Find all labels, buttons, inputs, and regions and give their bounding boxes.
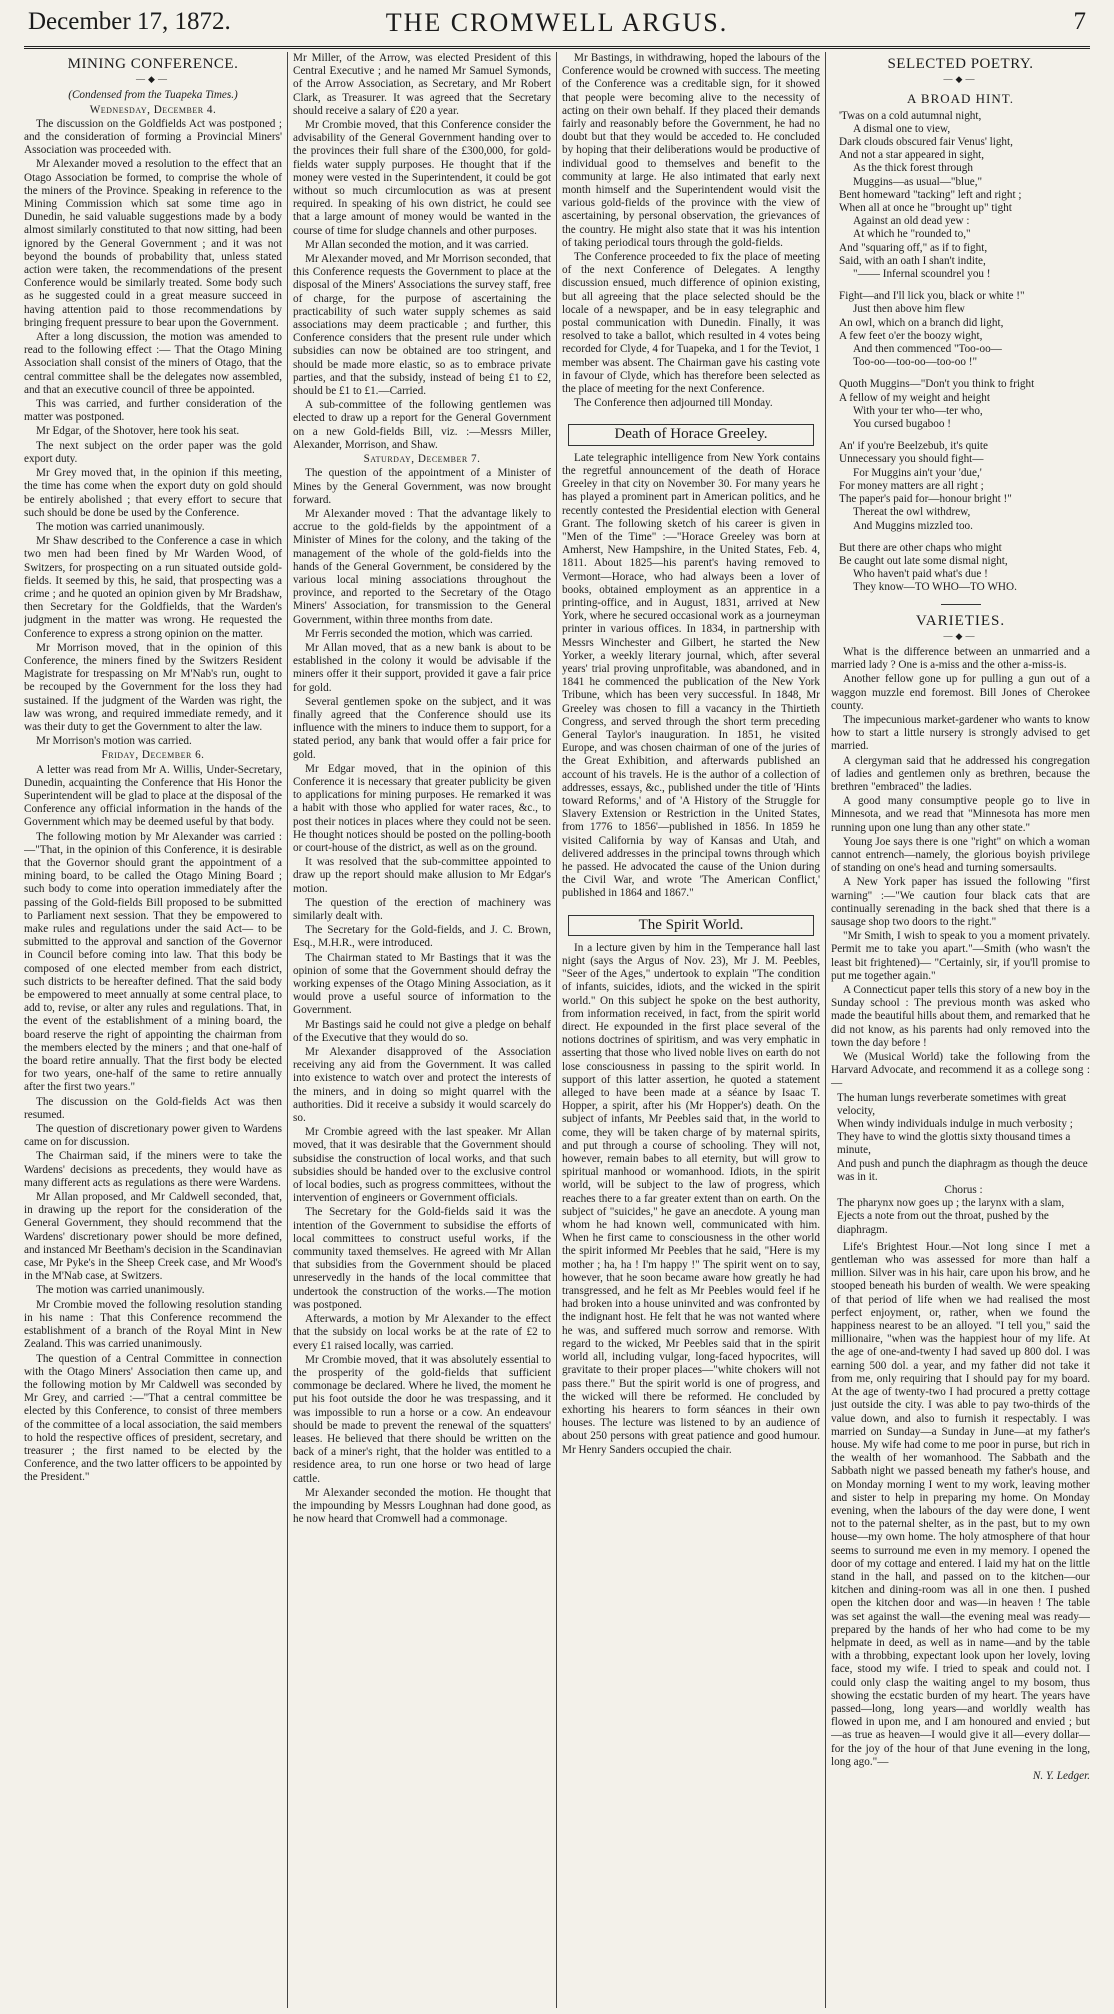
poem-line: Unnecessary you should fight— xyxy=(839,453,984,466)
poem-line: "—— Infernal scoundrel you ! xyxy=(853,268,991,281)
paragraph: The question of the erection of machinery was similarly dealt with. xyxy=(293,896,551,922)
paragraph: Mr Bastings, in withdrawing, hoped the labours of the Conference would be crowned with success. The meeting of the Conference was a creditable sign, for it showed that people were becoming alive to the necessity of acting on their own behalf. If they placed their demands fairly and reasonably before the Government, he had no doubt but that they would be acceded to. He concluded by hoping that their deliberations would be productive of individual good to themselves and benefit to the community at large. He also intimated that early next month himself and the Superintendent would visit the various gold-fields of the province with the view of ascertaining, by personal observation, the grievances of the country. He might also state that it was his intention of taking periodical tours through the gold-fields. xyxy=(562,52,820,249)
paragraph: The question of a Central Committee in connection with the Otago Miners' Association then came up, and the following motion by Mr Caldwell was seconded by Mr Grey, and carried :—"That a central committee be elected by this Conference, to consist of three members of the committee of a local association, the said members to hold the respective offices of president, secretary, and treasurer ; the first named to be elected by the Conference, and the two latter officers to be appointed by the President." xyxy=(24,1352,282,1484)
poem-line: At which he "rounded to," xyxy=(853,228,971,241)
poem-line: When all at once he "brought up" tight xyxy=(839,202,1012,215)
paragraph: Mr Alexander disapproved of the Association receiving any aid from the Government. It was called into existence to watch over and protect the interests of the miners, and in doing so might quarrel with the authorities. Did it receive a subsidy it would scarcely do so. xyxy=(293,1046,551,1125)
college-song xyxy=(837,1092,1090,1237)
paragraph: Life's Brightest Hour.—Not long since I met a gentleman who was assessed for more than half a million. Silver was in his hair, care upon his brow, and he stooped beneath his burden of wealth. We were speaking of that period of life when we had realised the most perfect enjoyment, or, rather, when we found the happiness nearest to be an alloyed. "I tell you," said the millionaire, "when was the happiest hour of my life. At the age of one-and-twenty I had saved up 800 dol. I was earning 500 dol. a year, and my father did not take it from me, only requiring that I should pay for my board. At the age of twenty-two I had procured a pretty cottage just outside the city. I was able to pay two-thirds of the value down, and also to furnish it respectably. I was married on Sunday—a Sunday in June—at my father's house. My wife had come to me poor in purse, but rich in the wealth of her womanhood. The Sabbath and the Sabbath night we passed beneath my father's house, and on Monday morning I went to my work, leaving mother and sister to help in preparing my home. On Monday evening, when the labours of the day were done, I went not to the paternal shelter, as in the past, but to my own house—my own home. The holy atmosphere of that hour seems to surround me even in my memory. I opened the door of my cottage and entered. I laid my hat on the little stand in the hall, and passed on to the kitchen—our kitchen and dining-room was all in one then. I pushed open the kitchen door and was—in heaven ! The table was set against the wall—the evening meal was ready—prepared by the hands of her who had come to be my helpmate in deed, as well as in name—and by the table with a throbbing, expectant look upon her lovely, loving face, stood my wife. I tried to speak and could not. I could only clasp the waiting angel to my bosom, thus showing the ecstatic burden of my heart. The years have passed—long, long years—and worldly wealth has flowed in upon me, and I am honoured and envied ; but—as true as heaven—I would give it all—every dollar—for the joy of the hour of that June evening in the long, long ago."— xyxy=(831,1240,1090,1768)
poem-stanza xyxy=(839,542,1090,595)
poem-line: And not a star appeared in sight, xyxy=(839,149,985,162)
mining-source: (Condensed from the Tuapeka Times.) xyxy=(68,89,238,102)
column-1 xyxy=(24,52,282,2008)
paragraph: Mr Crombie moved, that it was absolutely essential to the prosperity of the gold-fields that sufficient commonage be declared. Where he lived, the moment he put his foot outside the door he was trespassing, and it was impossible to run a horse or a cow. An endeavour should be made to prevent the renewal of the squatters' leases. He believed that there should be written on the back of a miner's right, that the holder was entitled to a residence area, to run one horse or two head of large cattle. xyxy=(293,1353,551,1485)
paragraph: The question of the appointment of a Minister of Mines by the General Government, was now brought forward. xyxy=(293,467,551,506)
paragraph: The Secretary for the Gold-fields, and J. C. Brown, Esq., M.H.R., were introduced. xyxy=(293,924,551,950)
divider xyxy=(941,604,981,605)
paragraph: The question of discretionary power given to Wardens came on for discussion. xyxy=(24,1123,282,1149)
paragraph: The discussion on the Goldfields Act was postponed ; and the consideration of forming a Provincial Miners' Association was proceeded with. xyxy=(24,117,282,157)
poem-line: 'Twas on a cold autumnal night, xyxy=(839,109,982,122)
poem xyxy=(831,110,1090,595)
paragraph: "Mr Smith, I wish to speak to you a moment privately. Permit me to take you apart."—Smith (who wasn't the least bit frightened)— "Certainly, sir, if you'll promise to put me together again." xyxy=(831,930,1090,982)
column-rule xyxy=(825,52,826,2008)
song-line: The human lungs reverberate sometimes with great velocity, xyxy=(837,1091,1067,1117)
paragraph: It was resolved that the sub-committee appointed to draw up the report should make allusion to Mr Edgar's motion. xyxy=(293,856,551,895)
poem-line: You cursed bugaboo ! xyxy=(853,418,951,431)
song-line: And push and punch the diaphragm as though the deuce was in it. xyxy=(837,1157,1088,1183)
dateline-saturday: Saturday, December 7. xyxy=(363,453,481,466)
poem-line: Bent homeward "tacking" left and right ; xyxy=(839,188,1022,201)
poem-line: Dark clouds obscured fair Venus' light, xyxy=(839,136,1013,149)
paragraph: Mr Miller, of the Arrow, was elected President of this Central Executive ; and he named Mr Samuel Symonds, of the Arrow Association, as Secretary, and Mr Robert Clark, as Treasurer. It was agreed that the Secretary should receive a salary of £20 a year. xyxy=(293,52,551,117)
source-credit: N. Y. Ledger. xyxy=(1032,1769,1090,1782)
poem-line: Said, with an oath I shan't indite, xyxy=(839,254,986,267)
paragraph: Afterwards, a motion by Mr Alexander to the effect that the subsidy on local works be at the rate of £2 to every £1 raised locally, was carried. xyxy=(293,1313,551,1352)
paragraph: The discussion on the Gold-fields Act was then resumed. xyxy=(24,1095,282,1121)
paragraph: Several gentlemen spoke on the subject, and it was finally agreed that the Conference should use its influence with the miners to induce them to support, for a stated period, any bank that would offer a fair price for gold. xyxy=(293,695,551,761)
poem-stanza xyxy=(839,110,1090,282)
paragraph: This was carried, and further consideration of the matter was postponed. xyxy=(24,398,282,424)
poem-line: But there are other chaps who might xyxy=(839,541,1002,554)
paragraph: Mr Morrison moved, that in the opinion of this Conference, the miners fined by the Switzers Resident Magistrate for trespassing on Mr M'Nab's run, ought to be recouped by the Government for the loss they had sustained. If the judgment of the Warden was right, the law was wrong, and required immediate remedy, and it was their duty to get the Government to alter the law. xyxy=(24,641,282,733)
greeley-heading: Death of Horace Greeley. xyxy=(568,424,814,445)
poem-line: A dismal one to view, xyxy=(853,122,951,135)
paragraph: We (Musical World) take the following from the Harvard Advocate, and recommend it as a college song :— xyxy=(831,1051,1090,1090)
poem-line: And "squaring off," as if to fight, xyxy=(839,241,988,254)
poem-line: And Muggins mizzled too. xyxy=(853,519,973,532)
column-3 xyxy=(562,52,820,2008)
paragraph: The motion was carried unanimously. xyxy=(36,520,205,533)
paragraph: A letter was read from Mr A. Willis, Under-Secretary, Dunedin, acquainting the Conference that His Honor the Superintendent will be glad to place at the disposal of the Conference any official information in the hands of the Government which may be deemed useful by that body. xyxy=(24,763,282,829)
song-line: Ejects a note from out the throat, pushed by the diaphragm. xyxy=(837,1210,1049,1236)
poetry-heading: SELECTED POETRY. xyxy=(887,56,1034,72)
dateline-wednesday: Wednesday, December 4. xyxy=(89,103,217,116)
newspaper-title: THE CROMWELL ARGUS. xyxy=(385,8,729,37)
poem-line: A few feet o'er the boozy wight, xyxy=(839,329,983,342)
paragraph: Mr Ferris seconded the motion, which was carried. xyxy=(305,627,533,640)
dateline-friday: Friday, December 6. xyxy=(101,749,205,762)
paragraph: The following motion by Mr Alexander was carried :—"That, in the opinion of this Conference, it is desirable that the Governor should grant the appointment of a mining board, to be called the Otago Mining Board ; such body to come into operation immediately after the passing of the Gold-fields Bill proposed to be submitted to Parliament next session. That they be empowered to make rules and regulations under the said Act— to be submitted to the approval and sanction of the Governor in Council before coming into law. That this body be composed of one elected member from each district, such districts to be hereafter defined. That the said body be empowered to meet annually at some central place, to add to, revise, or alter any rules and regulations. That, in the event of the establishment of a mining board, the board reserve the right of appointing the chairman from the members elected by the miners ; and that one-half of the board retire annually. That the first body be elected for two years, one-half of the same to retire annually after the first two years." xyxy=(24,830,282,1094)
paragraph: The Conference proceeded to fix the place of meeting of the next Conference of Delegates. A lengthy discussion ensued, much difference of opinion existing, but all agreeing that the place selected should be the locale of a newspaper, and be in easy telegraphic and postal communication with Dunedin. Finally, it was resolved to take a ballot, which resulted in 4 votes being recorded for Clyde, 4 for Tuapeka, and 1 for the Teviot, 1 member was absent. The Chairman gave his casting vote in favour of Clyde, which has therefore been selected as the place of meeting for the next Conference. xyxy=(562,251,820,396)
paragraph: What is the difference between an unmarried and a married lady ? One is a-miss and the other a-miss-is. xyxy=(831,645,1090,672)
ornament-divider: —◆— xyxy=(943,630,978,641)
ornament-divider: —◆— xyxy=(943,74,978,85)
paragraph: Mr Crombie moved, that this Conference consider the advisability of the General Government handing over to the provinces their full share of the £300,000, for gold-fields water supply purposes. He thought that if the money were vested in the Superintendent, it could be got without so much circumlocution as was at present required. In speaking of his own district, he could see that a large amount of money would be wanted in the course of time for sludge channels and other purposes. xyxy=(293,119,551,237)
poem-line: Just then above him flew xyxy=(853,303,965,316)
column-2 xyxy=(293,52,551,2008)
poem-line: For Muggins ain't your 'due,' xyxy=(853,466,982,479)
paragraph: A good many consumptive people go to live in Minnesota, and we read that "Minnesota has more men running upon one lung than any other state." xyxy=(831,795,1090,834)
paragraph: Mr Allan seconded the motion, and it was carried. xyxy=(305,238,529,251)
poem-stanza xyxy=(839,290,1090,369)
paragraph: Mr Morrison's motion was carried. xyxy=(36,735,192,748)
paragraph: Mr Alexander moved : That the advantage likely to accrue to the gold-fields by the appointment of a Minister of Mines for the colony, and the taking of the management of the whole of the gold-fields into the hands of the General Government, be considered by the various local mining associations throughout the province, and reported to the Secretary of the Otago Miners' Association, for transmission to the General Government, within three months from date. xyxy=(293,507,551,626)
poem-line: Fight—and I'll lick you, black or white !" xyxy=(839,290,1025,303)
paragraph: Mr Alexander moved, and Mr Morrison seconded, that this Conference requests the Government to place at the disposal of the Miners' Associations the survey staff, free of charge, for the purpose of ascertaining the practicability of such water supply schemes as said associations may deem practicable ; and further, this Conference considers that the present rule under which subsidies can now be obtained are too stringent, and should be made more elastic, so as to embrace private parties, and that the subsidy, instead of being £1 to £2, should be £1 to £1.—Carried. xyxy=(293,253,551,398)
poem-line: Quoth Muggins—"Don't you think to fright xyxy=(839,378,1035,391)
paragraph: Mr Bastings said he could not give a pledge on behalf of the Executive that they would do so. xyxy=(293,1018,551,1044)
ornament-divider: —◆— xyxy=(136,74,170,85)
paragraph: The impecunious market-gardener who wants to know how to start a little nursery is strongly advised to get married. xyxy=(831,713,1090,753)
paragraph: The next subject on the order paper was the gold export duty. xyxy=(24,439,282,465)
poem-line: Against an old dead yew : xyxy=(853,215,970,228)
masthead xyxy=(24,6,1090,49)
paragraph: A clergyman said that he addressed his congregation of ladies and gentlemen only as brethren, because the brethren "embraced" the ladies. xyxy=(831,754,1090,793)
paragraph: A Connecticut paper tells this story of a new boy in the Sunday school : The previous month was asked who made the beautiful hills about them, and remarked that he did not know, as his parents had only removed into the town the day before ! xyxy=(831,984,1090,1049)
paragraph: The Conference then adjourned till Monday. xyxy=(574,397,773,410)
poem-line: Too-oo—too-oo—too-oo !" xyxy=(853,356,978,369)
paragraph: The Chairman stated to Mr Bastings that it was the opinion of some that the Government should defray the working expenses of the Otago Mining Association, as it would prove a useful source of information to the Government. xyxy=(293,951,551,1017)
paragraph: The Chairman said, if the miners were to take the Wardens' decisions as precedents, they would have as many different acts as regulations as there were Wardens. xyxy=(24,1150,282,1189)
paragraph: Mr Allan moved, that as a new bank is about to be established in the colony it would be advisable if the miners offer it their support, provided it gave a fair price for gold. xyxy=(293,641,551,694)
poem-line: Thereat the owl withdrew, xyxy=(853,506,971,519)
column-rule xyxy=(556,52,557,2008)
paragraph: Young Joe says there is one "right" on which a woman cannot entrench—namely, the glorious boyish privilege of standing on one's head and turning somersaults. xyxy=(831,835,1090,875)
varieties-heading: VARIETIES. xyxy=(915,612,1006,629)
paragraph: The Secretary for the Gold-fields said it was the intention of the Government to subsidise the efforts of local committees to construct useful works, if the community taxed themselves. He agreed with Mr Allan that subsidies from the Government should be placed unreservedly in the hands of the local committee that undertook the construction of the works.—The motion was postponed. xyxy=(293,1206,551,1311)
chorus-label: Chorus : xyxy=(944,1184,983,1197)
column-4 xyxy=(831,52,1090,2008)
paragraph: Mr Crombie moved the following resolution standing in his name : That this Conference recommend the establishment of a branch of the Royal Mint in New Zealand. This was carried unanimously. xyxy=(24,1298,282,1351)
spirit-world-heading: The Spirit World. xyxy=(568,915,814,936)
paragraph: In a lecture given by him in the Temperance hall last night (says the Argus of Nov. 23), Mr J. M. Peebles, "Seer of the Ages," undertook to explain "The condition of infants, suicides, idiots, and the wicked in the spirit world." On this subject he spoke on the best authority, from information received, in fact, from the spirit world direct. He expounded in the first place several of the notions doctrines of spiritism, and was very emphatic in asserting that those who lived noble lives on earth do not lose consciousness in passing to the spirit world. In support of this latter assertion, he quoted a statement alleged to have been made at a séance by Isaac T. Hopper, a spirit, after his (Mr Hopper's) death. On the subject of infants, Mr Peebles said that, in the world to come, they will be taken charge of by maternal spirits, and put through a course of schooling. They will not, however, remain babes to all eternity, but will grow to spiritual manhood or womanhood. Idiots, in the spirit world, will be subject to the law of progress, which reaches there to a far greater extent than on earth. On the subject of "suicides," he gave an anecdote. A young man whom he had known well, communicated with him. When he first came to consciousness in the other world the spirit informed Mr Peebles that he said, "Here is my mother ; ha, ha ! I'm happy !" The spirit went on to say, however, that he soon became aware how greatly he had transgressed, and he felt as Mr Peebles would feel if he had broken into a house uninvited and was confronted by the indignant host. He felt that he was not wanted where he was, and suffered much sorrow and remorse. With regard to the wicked, Mr Peebles said that in the spirit world all, including vulgar, long-faced hypocrites, will gravitate to their proper places—"white chokers will not pass there." But the spirit world is one of progress, and the wicked will there be reformed. He concluded by exhorting his hearers to form séances in their own houses. The lecture was listened to by an audience of about 250 persons with great patience and good humour. Mr Henry Sanders occupied the chair. xyxy=(562,941,820,1456)
paragraph: Mr Shaw described to the Conference a case in which two men had been fined by Mr Warden Wood, of Switzers, for prospecting on a run situated outside gold-fields. It seemed by this, he said, that prospecting was a crime ; and he quoted an opinion given by Mr Bradshaw, then Secretary for the Goldfields, that the Warden's judgment in the matter was wrong. He requested the Conference to express a strong opinion on the matter. xyxy=(24,535,282,640)
issue-date: December 17, 1872. xyxy=(28,8,231,35)
poem-line: With your ter who—ter who, xyxy=(853,404,983,417)
poem-line: Who haven't paid what's due ! xyxy=(853,568,988,581)
song-line: When windy individuals indulge in much verbosity ; xyxy=(837,1118,1073,1131)
paragraph: A New York paper has issued the following "first warning" :—"We caution four black cats that are continually serenading in the back shed that there is a sausage shop two doors to the right." xyxy=(831,876,1090,928)
poem-line: As the thick forest through xyxy=(853,162,973,175)
page-number: 7 xyxy=(1073,8,1086,35)
paragraph: Mr Grey moved that, in the opinion if this meeting, the time has come when the export duty on gold should be entirely abolished ; that every effort to secure that such should be done be used by the Conference. xyxy=(24,467,282,519)
paragraph: Mr Crombie agreed with the last speaker. Mr Allan moved, that it was desirable that the Government should subsidise the construction of local works, and that such subsidies should be handed over to the exclusive control of local bodies, such as progress committees, without the intervention of engineers or Government officials. xyxy=(293,1126,551,1205)
song-line: The pharynx now goes up ; the larynx with a slam, xyxy=(837,1197,1065,1210)
column-rule xyxy=(287,52,288,2008)
poem-title: A BROAD HINT. xyxy=(906,91,1014,107)
paragraph: Mr Alexander moved a resolution to the effect that an Otago Association be formed, to comprise the whole of the miners of the Province. Speaking in reference to the Mining Commission which sat some time ago in Dunedin, he said valuable suggestions made by a body almost similarly constituted to that now sitting, had been ignored by the General Government ; and it was not beyond the bounds of probability that, unless stated action were taken, the recommendations of the present Conference would be similarly treated. Some body such as he suggested could in a great measure succeed in having attention paid to those recommendations by bringing frequent pressure to bear upon the Government. xyxy=(24,158,282,329)
paragraph: The motion was carried unanimously. xyxy=(36,1284,205,1297)
poem-line: A fellow of my weight and height xyxy=(839,391,991,404)
poem-stanza xyxy=(839,440,1090,532)
poem-line: And then commenced "Too-oo— xyxy=(853,343,1002,356)
poem-line: An' if you're Beelzebub, it's quite xyxy=(839,440,988,453)
paragraph: Mr Allan proposed, and Mr Caldwell seconded, that, in drawing up the report for the consideration of the General Government, they should recommend that the Wardens' discretionary power should be more defined, and instanced Mr Beetham's decision in the Scandinavian case, Mr Pyke's in the Sheep Creek case, and Mr Wood's in the M'Nab case, at Switzers. xyxy=(24,1191,282,1283)
poem-line: Muggins—as usual—"blue," xyxy=(853,175,983,188)
paragraph: Mr Edgar moved, that in the opinion of this Conference it is necessary that greater publicity be given to applications for mining purposes. He remarked it was a habit with those who applied for water races, &c., to post their notices in places where they could not be seen. He thought notices should be posted on the polling-booth or court-house of the district, as well as on the ground. xyxy=(293,762,551,854)
poem-line: They know—TO WHO—TO WHO. xyxy=(853,581,1017,594)
poem-line: Be caught out late some dismal night, xyxy=(839,554,1008,567)
poem-line: The paper's paid for—honour bright !" xyxy=(839,493,1012,506)
paragraph: Mr Edgar, of the Shotover, here took his seat. xyxy=(36,425,240,438)
paragraph: After a long discussion, the motion was amended to read to the following effect :— That the Otago Mining Association shall consist of the miners of Otago, that the central committee shall be the delegates now assembled, and that an executive council of three be appointed. xyxy=(24,331,282,396)
poem-line: An owl, which on a branch did light, xyxy=(839,316,1004,329)
mining-conference-heading: MINING CONFERENCE. xyxy=(67,56,239,72)
paragraph: Late telegraphic intelligence from New York contains the regretful announcement of the death of Horace Greeley in that city on November 30. For many years he has played a prominent part in American politics, and he recently contested the Presidential election with General Grant. The following sketch of his career is given in "Men of the Time" :—"Horace Greeley was born at Amherst, New Hampshire, in the United States, Feb. 4, 1811. About 1825—his parent's having removed to Vermont—Horace, who had always been a lover of books, obtained employment as an apprentice in a printing-office, and in August, 1831, arrived at New York, where he secured occasional work as a journeyman printer in various offices. In 1834, in partnership with Messrs Winchester and Gilbert, he started the New Yorker, a weekly literary journal, which, after several years' trial proving unprofitable, was abandoned, and in 1841 he commenced the publication of the New York Tribune, which has been very successful. In 1848, Mr Greeley was chosen to fill a vacancy in the Thirtieth Congress, and served through the short term preceding General Taylor's inauguration. In 1851, he visited Europe, and was chosen chairman of one of the juries of the Great Exhibition, and afterwards published an account of his travels. He is the author of a collection of addresses, essays, &c., published under the title of 'Hints toward Reforms,' and of 'A History of the Struggle for Slavery Extension or Restriction in the United States, from 1776 to 1856'—published in 1856. In 1859 he visited California by way of Kansas and Utah, and delivered addresses in the principal towns through which he passed. He advocated the cause of the Union during the Civil War, and wrote 'The American Conflict,' published in 1864 and 1867." xyxy=(562,451,820,900)
poem-stanza xyxy=(839,378,1090,431)
poem-line: For money matters are all right ; xyxy=(839,479,984,492)
paragraph: Mr Alexander seconded the motion. He thought that the impounding by Messrs Loughnan had done good, as he now heard that Cromwell had a commonage. xyxy=(293,1486,551,1526)
song-line: They have to wind the glottis sixty thousand times a minute, xyxy=(837,1131,1071,1157)
paragraph: A sub-committee of the following gentlemen was elected to draw up a report for the General Government on a new Gold-fields Bill, viz. :—Messrs Miller, Alexander, Morrison, and Shaw. xyxy=(293,399,551,451)
paragraph: Another fellow gone up for pulling a gun out of a waggon muzzle end foremost. Bill Jones of Cherokee county. xyxy=(831,673,1090,712)
